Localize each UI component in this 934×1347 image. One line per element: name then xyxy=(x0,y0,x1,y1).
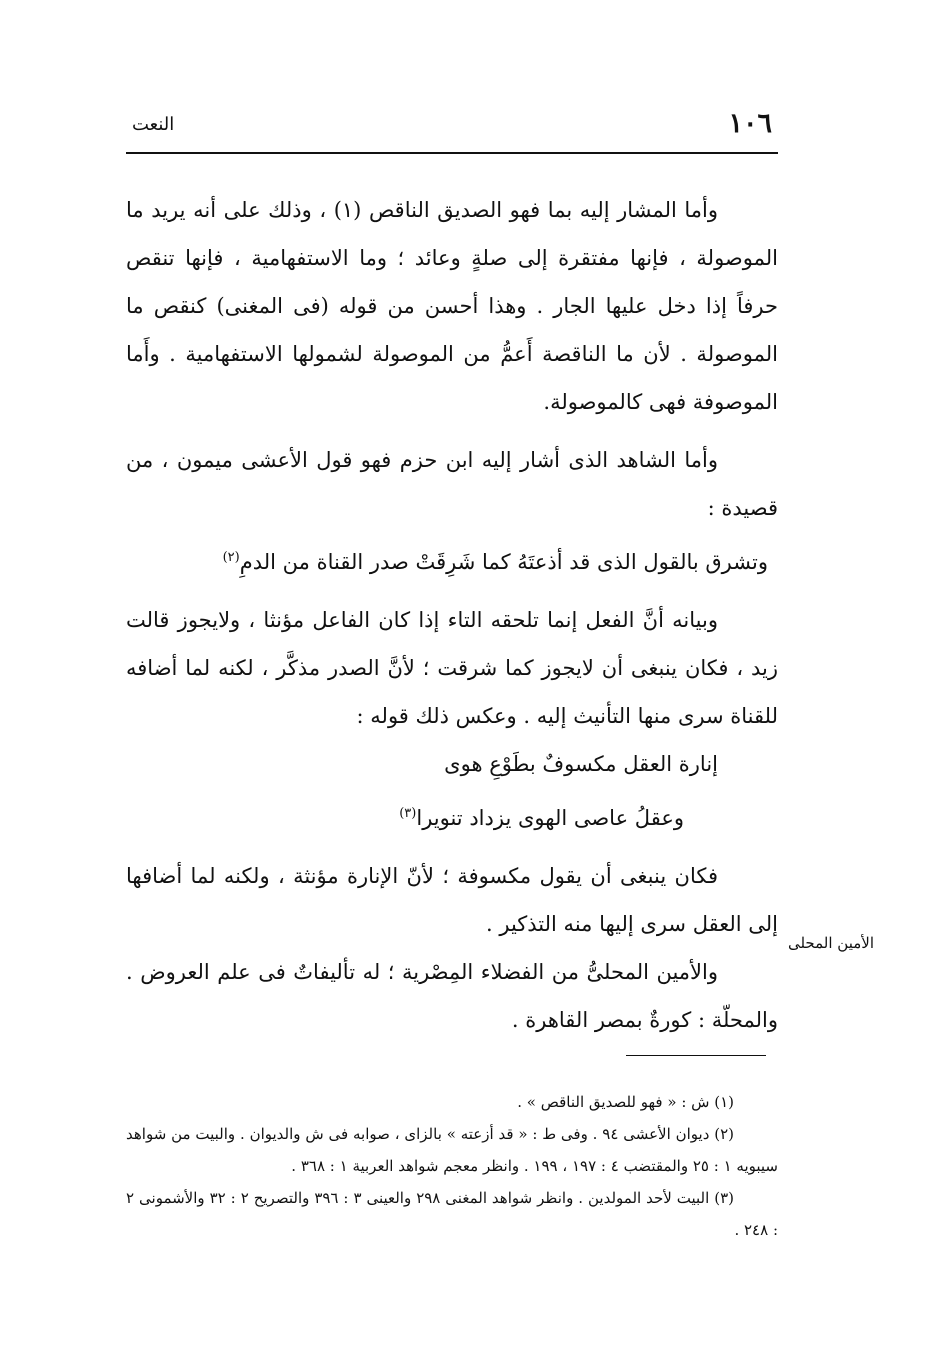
verse-line-2-text: وعقلُ عاصى الهوى يزداد تنويرا xyxy=(416,806,684,830)
footnote-ref-3: (٣) xyxy=(399,806,417,821)
verse-ashaa xyxy=(126,538,768,586)
footnote-2: (٢) ديوان الأعشى ٩٤ . وفى ط : « قد أزعته » بالزاى ، صوابه فى ش والديوان . والبيت من شواهد سيبويه ١ : ٢٥ والمقتضب ٤ : ١٩٧ ، ١٩٩ . وانظر معجم شواهد العربية ١ : ٣٦٨ . xyxy=(126,1125,778,1175)
footnotes xyxy=(126,1086,778,1246)
footnote-rule xyxy=(626,1055,766,1056)
page-number: ١٠٦ xyxy=(728,108,772,139)
paragraph-explanation: وبيانه أنَّ الفعل إنما تلحقه التاء إذا كان الفاعل مؤنثا ، ولايجوز قالت زيد ، فكان ينبغى أن لايجوز كما شرقت ؛ لأنَّ الصدر مذكَّر ، لكنه لما أضافه للقناة سرى منها التأنيث إليه . وعكس ذلك قوله : xyxy=(126,608,778,728)
header-rule xyxy=(126,152,778,154)
paragraph-shahid: وأما الشاهد الذى أشار إليه ابن حزم فهو قول الأعشى ميمون ، من قصيدة : xyxy=(126,448,778,520)
footnote-ref-2: (٢) xyxy=(222,550,240,565)
footnote-3: (٣) البيت لأحد المولدين . وانظر شواهد المغنى ٢٩٨ والعينى ٣ : ٣٩٦ والتصريح ٢ : ٣٢ والأشمونى ٢ : ٢٤٨ . xyxy=(126,1189,778,1239)
margin-note: الأمين المحلى xyxy=(787,934,874,952)
footnote-1: (١) ش : « فهو للصديق الناقص » . xyxy=(517,1093,734,1111)
running-title: النعت xyxy=(132,114,175,135)
verse-line-2 xyxy=(126,794,684,842)
main-text xyxy=(126,186,778,1044)
running-header xyxy=(126,108,778,148)
paragraph-after-verse: فكان ينبغى أن يقول مكسوفة ؛ لأنّ الإنارة مؤنثة ، ولكنه لما أضافها إلى العقل سرى إليها منه التذكير . xyxy=(126,864,778,936)
verse-ashaa-text: وتشرق بالقول الذى قد أذعتَهُ كما شَرِقَتْ صدر القناة من الدمِ xyxy=(239,550,768,574)
paragraph-ma-naqisa: وأما المشار إليه بما فهو الصديق الناقص (١) ، وذلك على أنه يريد ما الموصولة ، فإنها مفتقرة إلى صلةٍ وعائد ؛ وما الاستفهامية ، فإنها تنقص حرفاً إذا دخل عليها الجار . وهذا أحسن من قوله (فى المغنى) كنقص ما الموصولة . لأن ما الناقصة أَعمُّ من الموصولة لشمولها الاستفهامية . وأَما الموصوفة فهى كالموصولة. xyxy=(126,198,778,414)
paragraph-amin: والأمين المحلىُّ من الفضلاء المِصْرية ؛ له تأليفاتٌ فى علم العروض . والمحلّة : كورةٌ بمصر القاهرة . xyxy=(126,960,778,1032)
verse-line-1: إنارة العقل مكسوفٌ بطَوْعِ هوى xyxy=(444,752,718,776)
